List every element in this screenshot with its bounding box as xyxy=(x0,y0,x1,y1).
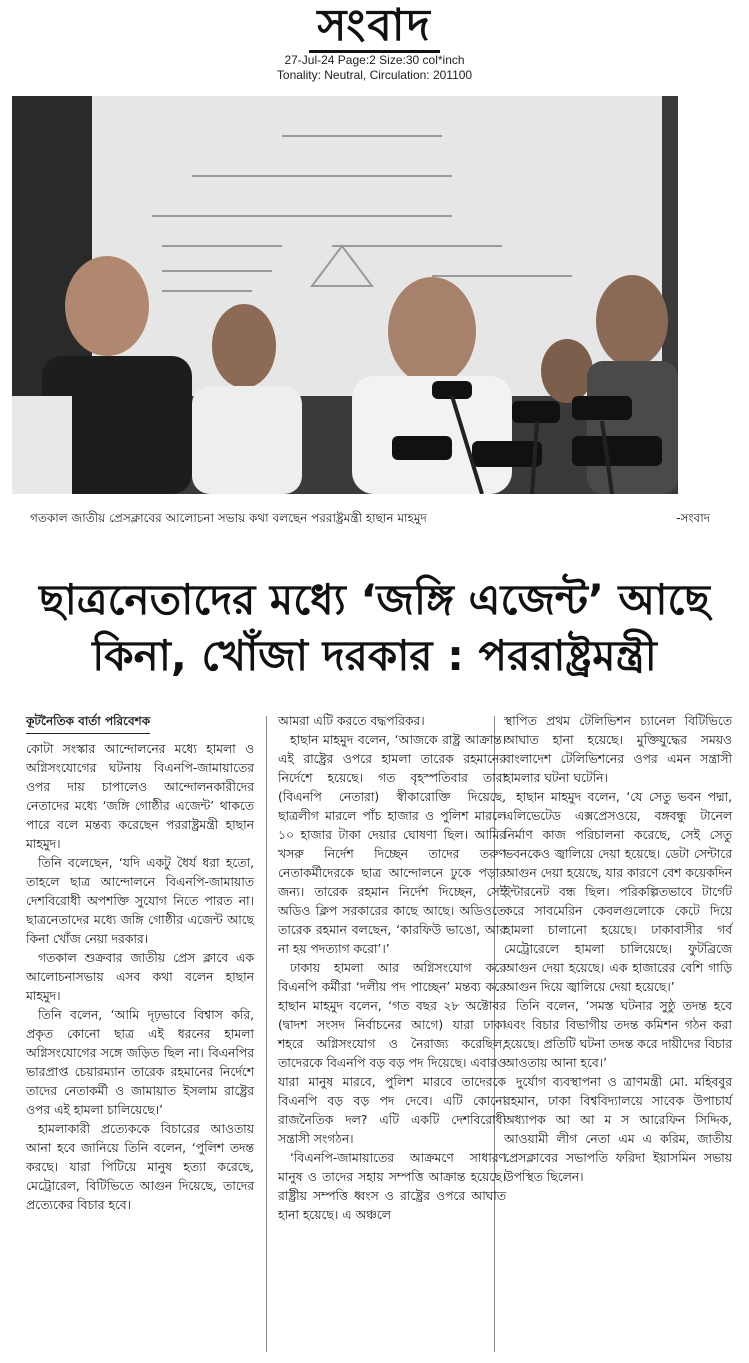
paragraph: গতকাল শুক্রবার জাতীয় প্রেস ক্লাবে এক আলোচনাসভায় এসব কথা বলেন হাছান মাহমুদ। xyxy=(26,951,254,1003)
paragraph: ঢাকায় হামলা আর অগ্নিসংযোগ করে বিএনপি কর্মীরা ‘দলীয় পদ পাচ্ছেন’ মন্তব্য করে হাছান মাহমুদ বলেন, ‘গত বছর ২৮ অক্টোবর (দ্বাদশ সংসদ নির্বাচনের আগে) যারা ঢাকা শহরে অগ্নিসংযোগ ও নৈরাজ্য করেছিল, তাদেরকে বিএনপি বড় বড় পদ দিয়েছে। এবারও যারা মানুষ মারবে, পুলিশ মারবে তাদেরকে বিএনপি বড় বড় পদ দেবে। এটি কোনো রাজনৈতিক দল? এটি একটি দেশবিরোধী সন্ত্রাসী সংগঠন। xyxy=(278,961,506,1146)
paragraph: হাছান মাহমুদ বলেন, ‘যে সেতু ভবন পদ্মা, এলিভেটেড এক্সপ্রেসওয়ে, বঙ্গবন্ধু টানেল নির্মাণ কাজ পরিচালনা করেছে, সেই সেতু ভবনকেও জ্বালিয়ে দেয়া হয়েছে। ডেটা সেন্টারে আগুন দেয়া হয়েছে, যার কারণে বেশ কয়েকদিন ইন্টারনেট বন্ধ ছিল। পরিকল্পিতভাবে টার্গেট করে সাবমেরিন কেবলগুলোকে কেটে দিয়ে হামলা চালানো হয়েছে। ঢাকাবাসীর গর্ব মেট্রোরেলে হামলা চালিয়েছে। ফুটব্রিজে আগুন দেয়া হয়েছে। এক হাজারের বেশি গাড়ি আগুন দিয়ে জ্বালিয়ে দেয়া হয়েছে।’ xyxy=(504,790,732,994)
press-conference-photo xyxy=(12,96,678,494)
paragraph: আমরা এটি করতে বদ্ধপরিকর। xyxy=(278,714,425,728)
column-divider xyxy=(266,716,267,1352)
paragraph: তিনি বলেন, ‘আমি দৃঢ়ভাবে বিশ্বাস করি, প্রকৃত কোনো ছাত্র এই ধরনের হামলা অগ্নিসংযোগের সঙ্গে জড়িত ছিল না। বিএনপির ভারপ্রাপ্ত চেয়ারম্যান তারেক রহমানের নির্দেশে তাদের নেতাকর্মী ও জামায়াত ইসলাম রাষ্ট্রের ওপর এই হামলা চালিয়েছে।’ xyxy=(26,1008,254,1117)
article-column-1 xyxy=(26,712,254,1215)
paragraph: হামলাকারী প্রত্যেককে বিচারের আওতায় আনা হবে জানিয়ে তিনি বলেন, ‘পুলিশ তদন্ত করছে। যারা পিটিয়ে মানুষ হত্যা করেছে, মেট্রোরেল, বিটিভিতে আগুন দিয়েছে, তাদের প্রত্যেকের বিচার হবে। xyxy=(26,1122,254,1212)
tonality-line: Tonality: Neutral, Circulation: 201100 xyxy=(276,68,473,82)
paragraph: স্থাপিত প্রথম টেলিভিশন চ্যানেল বিটিভিতে আঘাত হানা হয়েছে। মুক্তিযুদ্ধের সময়ও বাংলাদেশ টেলিভিশনের ওপর এমন সন্ত্রাসী হামলার ঘটনা ঘটেনি। xyxy=(504,714,732,785)
paragraph: হাছান মাহমুদ বলেন, ‘আজকে রাষ্ট্র আক্রান্ত। এই রাষ্ট্রের ওপরে হামলা তারেক রহমানের নির্দেশে হয়েছে। গত বৃহস্পতিবার তারা (বিএনপি নেতারা) স্বীকারোক্তি দিয়েছে, ছাত্রলীগ মারলে পাঁচ হাজার ও পুলিশ মারলে ১০ হাজার টাকা দেয়ার ঘোষণা ছিল। আমির খসরু নির্দেশ দিচ্ছেন তাদের তরুণ নেতাকর্মীদেরকে ছাত্র আন্দোলনে ঢুকে পড়ার জন্য। তারেক রহমান নির্দেশ দিচ্ছেন, সেই অডিও ক্লিপ সরকারের কাছে আছে। অডিওতে তারেক রহমান বলছেন, ‘কারফিউ ভাঙো, আর না হয় পদত্যাগ করো’।’ xyxy=(278,733,506,956)
paragraph: ‘বিএনপি-জামায়াতের আক্রমণে সাধারণ মানুষ ও তাদের সহায় সম্পত্তি আক্রান্ত হয়েছে। রাষ্ট্রীয় সম্পত্তি ধ্বংস ও রাষ্ট্রের ওপরে আঘাত হানা হয়েছে। এ অঞ্চলে xyxy=(278,1151,506,1222)
headline xyxy=(20,572,729,684)
paragraph: তিনি বলেছেন, ‘যদি একটু ধৈর্য ধরা হতো, তাহলে ছাত্র আন্দোলনে বিএনপি-জামায়াত দেশবিরোধী অপশক্তি সুযোগ নিতে পারত না। ছাত্রনেতাদের মধ্যে জঙ্গি গোষ্ঠীর এজেন্ট আছে কিনা খোঁজ নেয়া দরকার। xyxy=(26,856,254,946)
photo-caption xyxy=(30,510,710,530)
masthead xyxy=(0,2,749,83)
photo-credit: -সংবাদ xyxy=(676,511,710,525)
headline-line-2: কিনা, খোঁজা দরকার : পররাষ্ট্রমন্ত্রী xyxy=(92,631,657,680)
paragraph: তিনি বলেন, ‘সমস্ত ঘটনার সুষ্ঠু তদন্ত হবে এবং বিচার বিভাগীয় তদন্ত কমিশন গঠন করা হয়েছে। প্রতিটি ঘটনা তদন্ত করে দায়ীদের বিচার আওতায় আনা হবে।’ xyxy=(504,999,732,1070)
article-column-3 xyxy=(504,712,732,1187)
paragraph: কোটা সংস্কার আন্দোলনের মধ্যে হামলা ও অগ্নিসংযোগের ঘটনায় বিএনপি-জামায়াতের ওপর দায় চাপালেও আন্দোলনকারীদের নেতাদের মধ্যে ‘জঙ্গি গোষ্ঠীর এজেন্ট’ থাকতে পারে বলে মন্তব্য করেছেন পররাষ্ট্রমন্ত্রী হাছান মাহমুদ। xyxy=(26,742,254,851)
caption-text: গতকাল জাতীয় প্রেসক্লাবের আলোচনা সভায় কথা বলছেন পররাষ্ট্রমন্ত্রী হাছান মাহমুদ xyxy=(30,511,427,525)
article-body xyxy=(20,712,732,1352)
headline-line-1: ছাত্রনেতাদের মধ্যে ‘জঙ্গি এজেন্ট’ আছে xyxy=(39,575,710,624)
newspaper-logo: সংবাদ xyxy=(309,2,439,53)
photo-image xyxy=(12,96,678,494)
date-page-line: 27-Jul-24 Page:2 Size:30 col*inch xyxy=(284,53,465,67)
paragraph: দুর্যোগ ব্যবস্থাপনা ও ত্রাণমন্ত্রী মো. মহিববুর রহমান, ঢাকা বিশ্ববিদ্যালয়ে সাবেক উপাচার্য অধ্যাপক আ আ ম স আরেফিন সিদ্দিক, আওয়ামী লীগ নেতা এম এ করিম, জাতীয় প্রেসক্লাবের সভাপতি ফরিদা ইয়াসমিন সভায় উপস্থিত ছিলেন। xyxy=(504,1075,732,1184)
article-column-2 xyxy=(278,712,506,1225)
byline: কূটনৈতিক বার্তা পরিবেশক xyxy=(26,712,150,734)
